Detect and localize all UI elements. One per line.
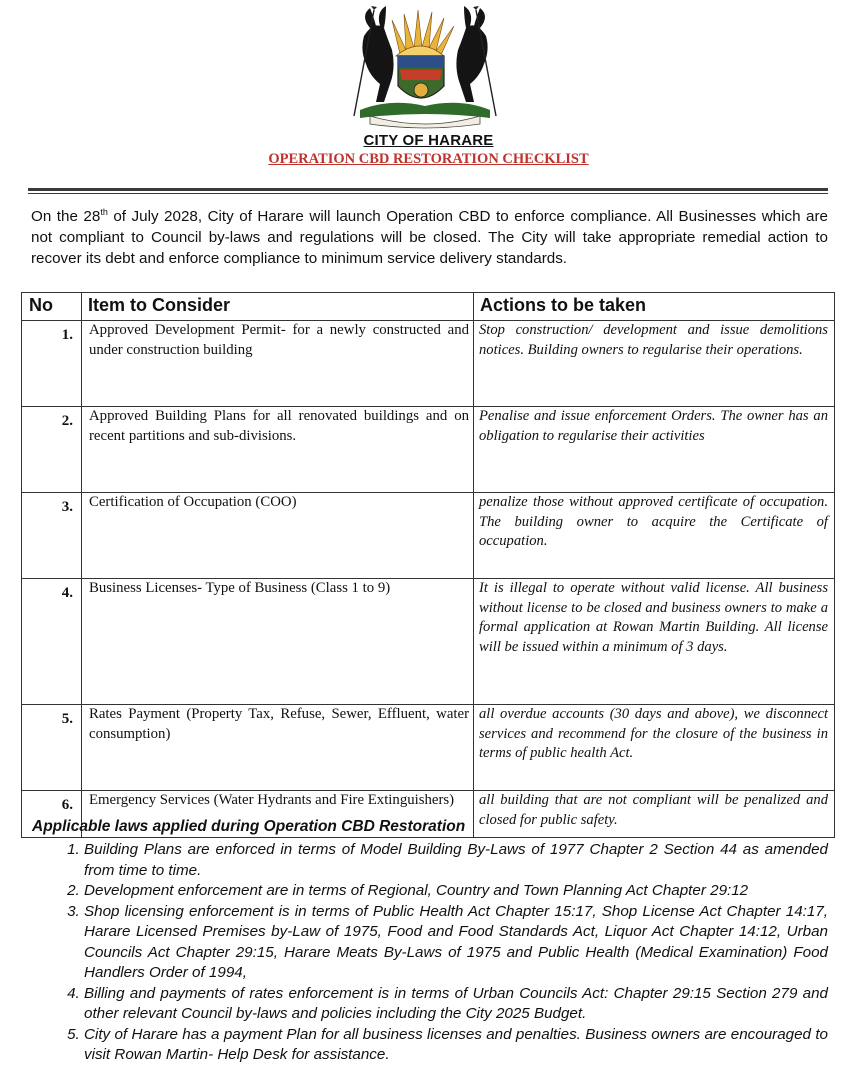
row-item: Approved Building Plans for all renovated buildings and on recent partitions and sub-divisions. (82, 407, 474, 493)
list-item: 5. City of Harare has a payment Plan for all business licenses and penalties. Business owners are encouraged to visit Rowan Martin- Help Desk for assistance. (84, 1025, 828, 1066)
city-title: CITY OF HARARE (363, 132, 494, 149)
row-item: Certification of Occupation (COO) (82, 493, 474, 579)
divider (28, 188, 828, 191)
intro-superscript: th (100, 206, 108, 217)
row-number: 3. (22, 493, 82, 579)
list-item: 2. Development enforcement are in terms of Regional, Country and Town Planning Act Chapter 29:12 (84, 881, 828, 902)
row-action: Stop construction/ development and issue demolitions notices. Building owners to regularise their operations. (474, 321, 835, 407)
table-header-row (22, 293, 835, 321)
laws-list (32, 840, 828, 1066)
table-row (22, 407, 835, 493)
divider (28, 193, 828, 194)
checklist-table (21, 292, 835, 838)
table-row (22, 321, 835, 407)
row-action: all building that are not compliant will be penalized and closed for public safety. (474, 791, 835, 838)
table-row (22, 705, 835, 791)
row-number: 1. (22, 321, 82, 407)
intro-text-rest: of July 2028, City of Harare will launch Operation CBD to enforce compliance. All Businesses which are not compliant to Council by-laws and regulations will be closed. The City will take appropriate remedial action to recover its debt and enforce compliance to minimum service delivery standards. (31, 208, 828, 267)
row-number: 6. (22, 791, 82, 838)
intro-text-start: On the 28 (31, 208, 101, 225)
checklist-title: OPERATION CBD RESTORATION CHECKLIST (268, 151, 589, 167)
row-number: 2. (22, 407, 82, 493)
header-item: Item to Consider (82, 293, 474, 321)
list-item: 4. Billing and payments of rates enforcement is in terms of Urban Councils Act: Chapter 29:15 Section 279 and other relevant Council by-laws and policies including the City 2025 Budget. (84, 984, 828, 1025)
row-action: It is illegal to operate without valid license. All business without license to be closed and business owners to make a formal application at Rowan Martin Building. All license will be issued within a minimum of 3 days. (474, 579, 835, 705)
row-item: Approved Development Permit- for a newly constructed and under construction building (82, 321, 474, 407)
row-number: 4. (22, 579, 82, 705)
row-item: Rates Payment (Property Tax, Refuse, Sewer, Effluent, water consumption) (82, 705, 474, 791)
laws-heading: Applicable laws applied during Operation CBD Restoration (32, 818, 466, 835)
row-action: penalize those without approved certificate of occupation. The building owner to acquire the Certificate of occupation. (474, 493, 835, 579)
header-no: No (22, 293, 82, 321)
coat-of-arms-icon (340, 6, 510, 132)
row-number: 5. (22, 705, 82, 791)
row-action: Penalise and issue enforcement Orders. The owner has an obligation to regularise their activities (474, 407, 835, 493)
row-item: Business Licenses- Type of Business (Class 1 to 9) (82, 579, 474, 705)
row-item: Emergency Services (Water Hydrants and Fire Extinguishers) (82, 791, 474, 838)
row-action: all overdue accounts (30 days and above), we disconnect services and recommend for the closure of the business in terms of public health Act. (474, 705, 835, 791)
table-row (22, 579, 835, 705)
intro-paragraph (31, 206, 828, 269)
table-row (22, 493, 835, 579)
header-action: Actions to be taken (474, 293, 835, 321)
list-item: 1. Building Plans are enforced in terms of Model Building By-Laws of 1977 Chapter 2 Section 44 as amended from time to time. (84, 840, 828, 881)
list-item: 3. Shop licensing enforcement is in terms of Public Health Act Chapter 15:17, Shop License Act Chapter 14:17, Harare Licensed Premises by-Law of 1975, Food and Food Standards Act, Liquor Act Chapter 14:12, Urban Councils Act Chapter 29:15, Harare Meats By-Laws of 1975 and Public Health (Medical Examination) Food Handlers Order of 1994, (84, 902, 828, 984)
